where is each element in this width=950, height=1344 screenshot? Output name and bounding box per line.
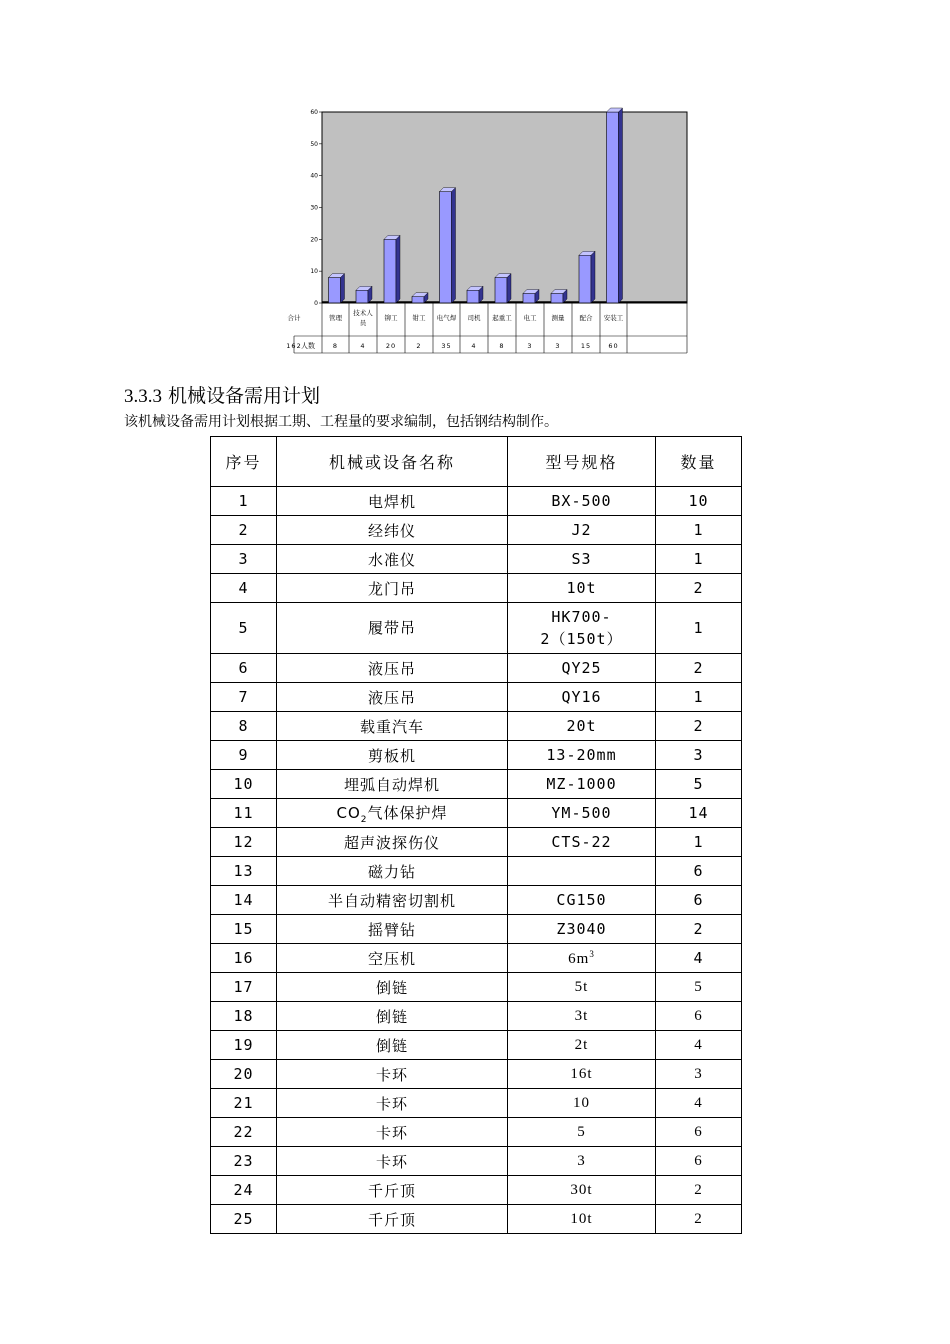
header-no: 序号 — [211, 437, 277, 487]
y-tick-label: 40 — [310, 172, 318, 180]
chart-svg — [286, 109, 688, 354]
cell-qty: 3 — [656, 741, 742, 770]
bar-side — [619, 108, 623, 303]
bar-side — [507, 274, 511, 303]
header-spec: 型号规格 — [508, 437, 656, 487]
category-label: 安装工 — [603, 314, 624, 322]
cell-spec-superscript: 3 — [589, 948, 595, 959]
bar-side — [591, 251, 595, 303]
cell-no: 2 — [211, 516, 277, 545]
cell-qty: 10 — [656, 487, 742, 516]
cell-spec: QY16 — [508, 683, 656, 712]
category-label: 合计 — [287, 314, 301, 322]
cell-qty: 6 — [656, 1118, 742, 1147]
cell-name: 卡环 — [277, 1089, 508, 1118]
cell-qty: 14 — [656, 799, 742, 828]
y-tick-label: 50 — [310, 140, 318, 148]
cell-spec-line2: 2（150t） — [540, 630, 623, 648]
cell-qty: 1 — [656, 545, 742, 574]
category-label: 配合 — [579, 314, 593, 322]
cell-no: 4 — [211, 574, 277, 603]
cell-name: 千斤顶 — [277, 1205, 508, 1234]
bar — [356, 290, 368, 303]
value-label: 162 — [286, 342, 302, 350]
cell-no: 3 — [211, 545, 277, 574]
cell-spec: 30t — [508, 1176, 656, 1205]
cell-name: 摇臂钻 — [277, 915, 508, 944]
cell-spec: 20t — [508, 712, 656, 741]
cell-spec: S3 — [508, 545, 656, 574]
table-row — [211, 944, 742, 973]
section-number: 3.3.3 — [124, 386, 162, 407]
table-row — [211, 683, 742, 712]
y-tick-label: 20 — [310, 236, 318, 244]
cell-no: 25 — [211, 1205, 277, 1234]
cell-qty: 4 — [656, 1089, 742, 1118]
cell-no: 22 — [211, 1118, 277, 1147]
value-label: 15 — [580, 342, 592, 350]
cell-qty: 6 — [656, 857, 742, 886]
cell-name: 卡环 — [277, 1118, 508, 1147]
cell-spec-base: 6m — [568, 950, 590, 967]
table-row — [211, 770, 742, 799]
cell-spec: YM-500 — [508, 799, 656, 828]
category-label: 电气焊 — [436, 314, 457, 322]
table-row — [211, 1147, 742, 1176]
section-heading — [124, 384, 320, 409]
value-label: 8 — [332, 342, 339, 350]
cell-qty: 5 — [656, 973, 742, 1002]
cell-spec-line1: HK700- — [551, 608, 612, 626]
cell-qty: 6 — [656, 1147, 742, 1176]
cell-no: 5 — [211, 603, 277, 654]
bar — [495, 278, 507, 303]
bar — [329, 278, 341, 303]
table-row — [211, 712, 742, 741]
table-row — [211, 574, 742, 603]
cell-spec: 13-20mm — [508, 741, 656, 770]
value-label: 60 — [608, 342, 619, 350]
cell-qty: 4 — [656, 944, 742, 973]
cell-name: 液压吊 — [277, 683, 508, 712]
value-label: 8 — [499, 342, 505, 350]
cell-name: 卡环 — [277, 1147, 508, 1176]
value-label: 4 — [471, 342, 477, 350]
cell-no: 20 — [211, 1060, 277, 1089]
cell-no: 16 — [211, 944, 277, 973]
table-row — [211, 516, 742, 545]
cell-spec — [508, 944, 656, 973]
cell-name: 水准仪 — [277, 545, 508, 574]
cell-name — [277, 799, 508, 828]
cell-name: 千斤顶 — [277, 1176, 508, 1205]
cell-name: 磁力钻 — [277, 857, 508, 886]
value-label: 2 — [416, 342, 422, 350]
co2-subscript: 2 — [360, 814, 368, 825]
bar — [607, 112, 619, 303]
cell-spec: 2t — [508, 1031, 656, 1060]
table-row — [211, 1060, 742, 1089]
cell-qty: 1 — [656, 603, 742, 654]
header-name: 机械或设备名称 — [277, 437, 508, 487]
cell-qty: 1 — [656, 683, 742, 712]
cell-no: 8 — [211, 712, 277, 741]
cell-name: 履带吊 — [277, 603, 508, 654]
cell-no: 13 — [211, 857, 277, 886]
cell-no: 17 — [211, 973, 277, 1002]
bar — [440, 192, 452, 303]
cell-no: 23 — [211, 1147, 277, 1176]
row-label: 人数 — [301, 342, 315, 350]
cell-spec: J2 — [508, 516, 656, 545]
cell-name: 卡环 — [277, 1060, 508, 1089]
cell-spec: CG150 — [508, 886, 656, 915]
bar — [384, 239, 396, 303]
y-tick-label: 60 — [310, 109, 318, 116]
cell-qty: 2 — [656, 1205, 742, 1234]
category-label: 铆工 — [384, 314, 398, 322]
cell-name: 经纬仪 — [277, 516, 508, 545]
cell-no: 10 — [211, 770, 277, 799]
cell-name: 倒链 — [277, 1002, 508, 1031]
table-row — [211, 654, 742, 683]
section-intro: 该机械设备需用计划根据工期、工程量的要求编制，包括钢结构制作。 — [124, 414, 558, 430]
value-label: 3 — [555, 342, 561, 350]
cell-name: 龙门吊 — [277, 574, 508, 603]
cell-no: 6 — [211, 654, 277, 683]
table-row — [211, 1118, 742, 1147]
cell-qty: 4 — [656, 1031, 742, 1060]
cell-no: 14 — [211, 886, 277, 915]
y-tick-label: 0 — [314, 300, 318, 307]
table-row — [211, 799, 742, 828]
category-label: 电工 — [523, 314, 537, 322]
bar — [467, 290, 479, 303]
cell-name: 倒链 — [277, 973, 508, 1002]
cell-no: 12 — [211, 828, 277, 857]
cell-spec: Z3040 — [508, 915, 656, 944]
cell-no: 19 — [211, 1031, 277, 1060]
category-label: 起重工 — [492, 314, 512, 322]
cell-name: 载重汽车 — [277, 712, 508, 741]
table-row — [211, 1176, 742, 1205]
section-title: 机械设备需用计划 — [168, 385, 321, 407]
cell-qty: 2 — [656, 712, 742, 741]
cell-name: 超声波探伤仪 — [277, 828, 508, 857]
table-row — [211, 487, 742, 516]
cell-qty: 5 — [656, 770, 742, 799]
cell-name-rest: 气体保护焊 — [367, 803, 448, 822]
bar — [551, 293, 563, 303]
cell-spec — [508, 857, 656, 886]
cell-spec: CTS-22 — [508, 828, 656, 857]
bar-side — [452, 188, 456, 303]
cell-qty: 1 — [656, 516, 742, 545]
bar — [579, 255, 591, 303]
cell-spec: 3 — [508, 1147, 656, 1176]
cell-spec: QY25 — [508, 654, 656, 683]
header-qty: 数量 — [656, 437, 742, 487]
cell-qty: 2 — [656, 1176, 742, 1205]
category-label: 测量 — [551, 314, 565, 322]
bar-side — [396, 235, 400, 303]
value-label: 4 — [360, 342, 366, 350]
cell-name: 埋弧自动焊机 — [277, 770, 508, 799]
cell-name: 倒链 — [277, 1031, 508, 1060]
cell-name: 液压吊 — [277, 654, 508, 683]
table-row — [211, 741, 742, 770]
category-label: 管理 — [329, 314, 342, 322]
table-row — [211, 973, 742, 1002]
y-tick-label: 10 — [310, 268, 318, 276]
cell-name: 半自动精密切割机 — [277, 886, 508, 915]
cell-qty: 1 — [656, 828, 742, 857]
cell-no: 18 — [211, 1002, 277, 1031]
table-row — [211, 915, 742, 944]
y-tick-label: 30 — [310, 204, 318, 212]
cell-spec: 5 — [508, 1118, 656, 1147]
table-row — [211, 886, 742, 915]
category-label: 司机 — [467, 314, 481, 322]
cell-qty: 2 — [656, 574, 742, 603]
table-row — [211, 828, 742, 857]
cell-spec: MZ-1000 — [508, 770, 656, 799]
table-header-row — [211, 437, 742, 487]
bar — [523, 293, 535, 303]
cell-no: 15 — [211, 915, 277, 944]
value-label: 3 — [527, 342, 533, 350]
staffing-bar-chart — [286, 109, 688, 354]
cell-no: 9 — [211, 741, 277, 770]
equipment-table — [210, 436, 742, 1234]
cell-spec: 10t — [508, 1205, 656, 1234]
cell-no: 24 — [211, 1176, 277, 1205]
cell-no: 7 — [211, 683, 277, 712]
table-row — [211, 1205, 742, 1234]
cell-no: 11 — [211, 799, 277, 828]
cell-spec: BX-500 — [508, 487, 656, 516]
category-label: 钳工 — [412, 314, 426, 322]
cell-spec: 10t — [508, 574, 656, 603]
table-row — [211, 857, 742, 886]
cell-spec: 3t — [508, 1002, 656, 1031]
table-row — [211, 1089, 742, 1118]
cell-qty: 6 — [656, 1002, 742, 1031]
value-label: 35 — [441, 342, 452, 350]
table-row — [211, 545, 742, 574]
cell-qty: 6 — [656, 886, 742, 915]
cell-name: 剪板机 — [277, 741, 508, 770]
cell-spec: 5t — [508, 973, 656, 1002]
cell-qty: 2 — [656, 915, 742, 944]
bar — [412, 297, 424, 303]
cell-spec — [508, 603, 656, 654]
cell-spec: 16t — [508, 1060, 656, 1089]
co2-formula: CO — [336, 803, 361, 822]
table-row — [211, 1002, 742, 1031]
cell-no: 21 — [211, 1089, 277, 1118]
bar-side — [341, 274, 345, 303]
cell-no: 1 — [211, 487, 277, 516]
cell-name: 电焊机 — [277, 487, 508, 516]
table-row — [211, 1031, 742, 1060]
cell-qty: 3 — [656, 1060, 742, 1089]
table-row — [211, 603, 742, 654]
value-label: 20 — [385, 342, 397, 350]
category-label: 技术人员 — [353, 309, 373, 327]
cell-spec: 10 — [508, 1089, 656, 1118]
cell-name: 空压机 — [277, 944, 508, 973]
cell-qty: 2 — [656, 654, 742, 683]
